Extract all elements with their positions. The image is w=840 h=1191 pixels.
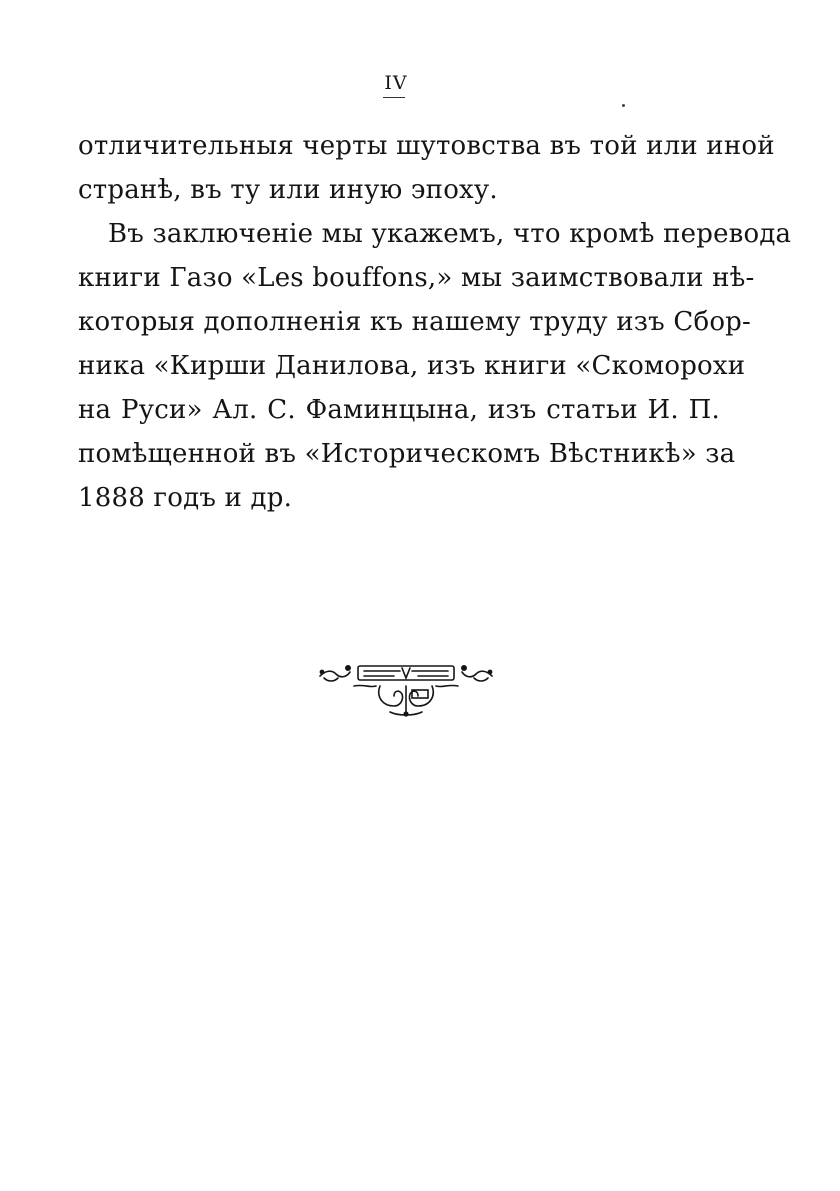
- text-line: отличительныя черты шутовства въ той или иной: [78, 131, 775, 161]
- page-number: IV: [384, 72, 408, 94]
- text-line: Въ заключеніе мы укажемъ, что кромѣ перевода: [108, 219, 792, 249]
- text-line: 1888 годъ и др.: [78, 483, 293, 513]
- paragraph-2: [78, 212, 792, 520]
- text-line: которыя дополненія къ нашему труду изъ Сбор-: [78, 307, 752, 337]
- paragraph-1: [78, 124, 775, 212]
- text-line: помѣщенной въ «Историческомъ Вѣстникѣ» за: [78, 439, 736, 469]
- floral-tailpiece-icon: [318, 656, 494, 718]
- body-text: [78, 124, 792, 520]
- scan-speck: [622, 104, 625, 107]
- text-line: ника «Кирши Данилова, изъ книги «Скоморохи: [78, 351, 746, 381]
- text-line: на Руси» Ал. С. Фаминцына, изъ статьи И. П.: [78, 395, 720, 425]
- text-line: книги Газо «Les bouffons,» мы заимствовали нѣ-: [78, 263, 755, 293]
- text-line: странѣ, въ ту или иную эпоху.: [78, 175, 498, 205]
- page-number-underline: [383, 97, 405, 98]
